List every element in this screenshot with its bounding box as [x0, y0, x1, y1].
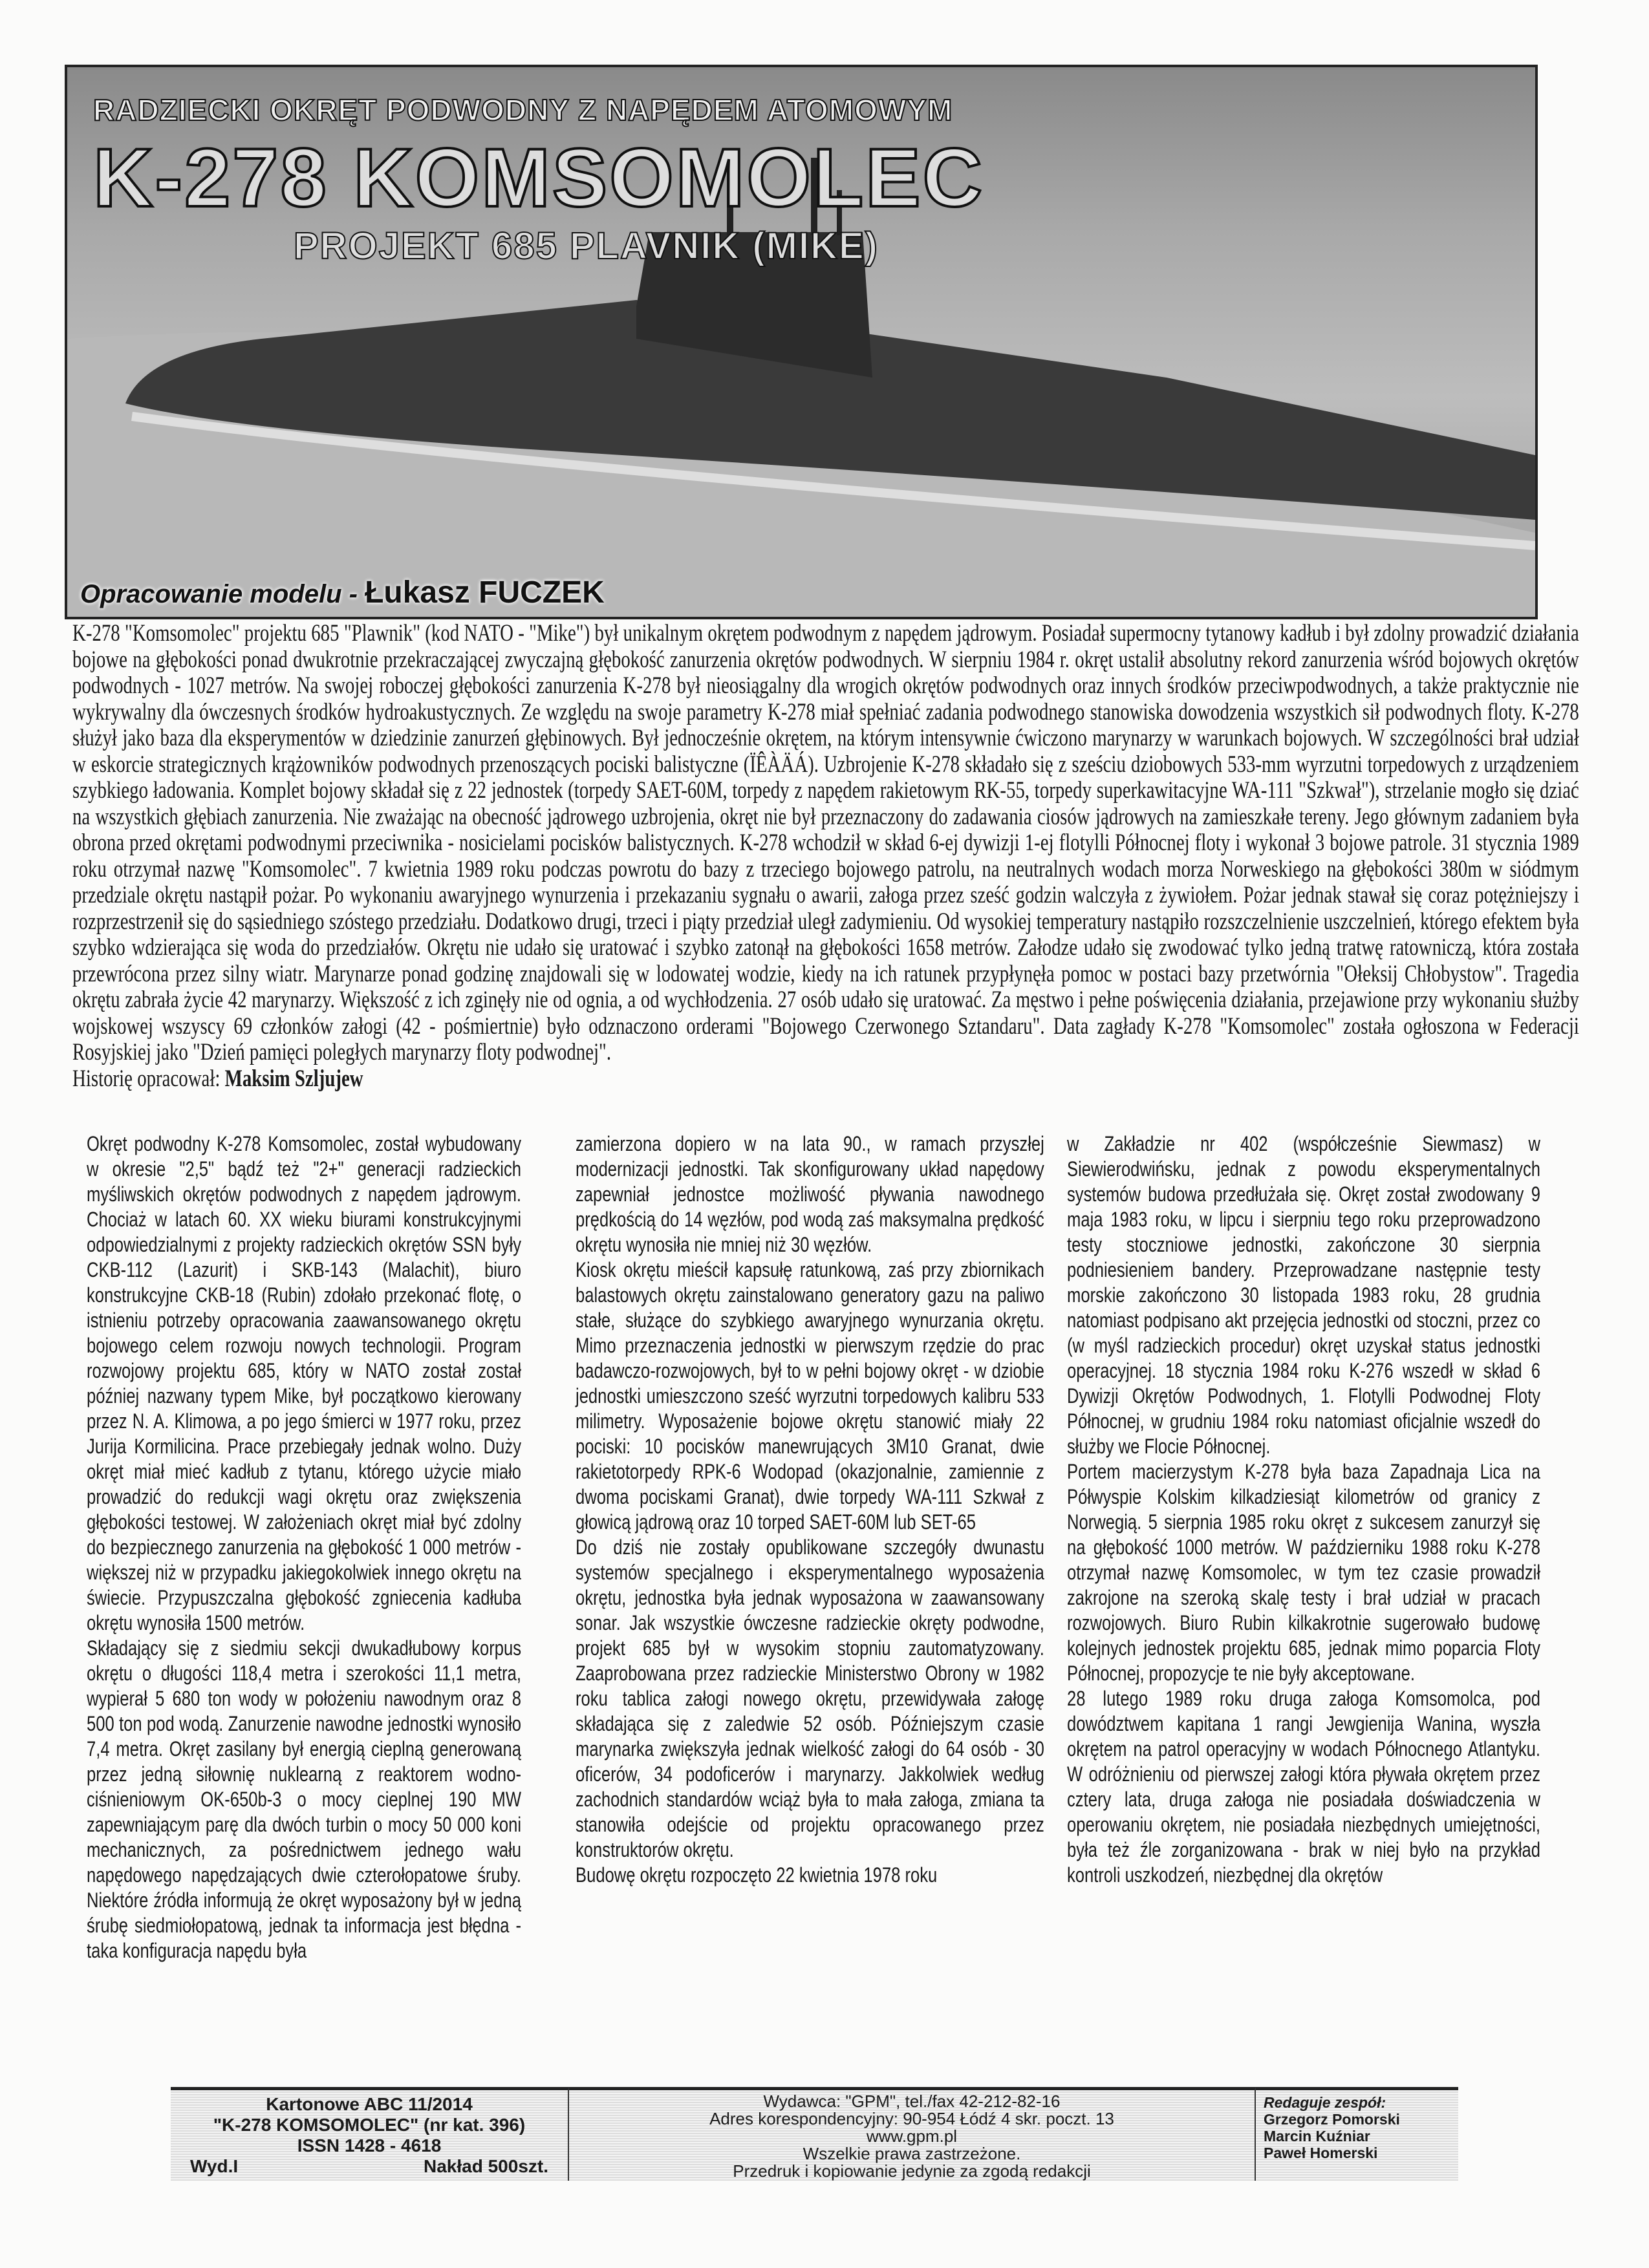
edition: Wyd.I	[190, 2156, 239, 2176]
column-2	[576, 1131, 1044, 1888]
history-credit	[72, 1066, 1579, 1093]
footer-publication-info	[171, 2087, 569, 2181]
page-subtitle: PROJEKT 685 PLAVNIK (MIKE)	[294, 225, 879, 267]
copyright: Wszelkie prawa zastrzeżone.	[803, 2144, 1021, 2163]
column-1	[87, 1131, 521, 1963]
page-title: K-278 KOMSOMOLEC	[93, 132, 984, 224]
paragraph: Okręt podwodny K-278 Komsomolec, został wybudowany w okresie "2,5" bądź też "2+" generacji radzieckich myśliwskich okrętów podwodnych z napędem jądrowym. Chociaż w latach 60. XX wieku biurami konstrukcyjnymi odpowiedzialnymi z projekty radzieckich okrętów SSN były CKB-112 (Lazurit) i SKB-143 (Malachit), biuro konstrukcyjne CKB-18 (Rubin) zdołało przekonać flotę, o istnieniu potrzeby opracowania zaawansowanego okrętu bojowego celem rozwoju nowych technologii. Program rozwojowy projektu 685, który w NATO został został później nazwany typem Mike, był początkowo kierowany przez N. A. Klimowa, a po jego śmierci w 1977 roku, przez Jurija Kormilicina. Prace przebiegały jednak wolno. Duży okręt miał mieć kadłub z tytanu, którego użycie miało prowadzić do redukcji wagi okrętu oraz zwiększenia głębokości testowej. W założeniach okręt miał być zdolny do bezpiecznego zanurzenia na głębokość 1 000 metrów - większej niż w przypadku jakiegokolwiek innego okrętu na świecie. Przypuszczalna głębokość zgniecenia kadłuba okrętu wynosiła 1500 metrów.	[87, 1132, 521, 1634]
submarine-photo	[65, 65, 1538, 619]
column-3	[1067, 1131, 1540, 1888]
website-link[interactable]: www.gpm.pl	[866, 2126, 958, 2146]
header-kicker: RADZIECKI OKRĘT PODWODNY Z NAPĘDEM ATOMOWYM	[93, 93, 953, 127]
credit-label: Opracowanie modelu -	[80, 580, 365, 608]
catalog-title: "K-278 KOMSOMOLEC" (nr kat. 396)	[213, 2115, 526, 2135]
credit-name: Łukasz FUCZEK	[365, 575, 605, 610]
intro-paragraph: K-278 "Komsomolec" projektu 685 "Plawnik" (kod NATO - "Mike") był unikalnym okrętem podwodnym z napędem jądrowym. Posiadał supermocny tytanowy kadłub i był zdolny prowadzić działania bojowe na głębokości ponad dwukrotnie przekraczającej zwyczajną głębokość zanurzenia okrętów podwodnych. W sierpniu 1984 r. okręt ustalił absolutny rekord zanurzenia wśród bojowych okrętów podwodnych - 1027 metrów. Na swojej roboczej głębokości zanurzenia K-278 był nieosiągalny dla wrogich okrętów podwodnych oraz innych środków przeciwpodwodnych, a także praktycznie nie wykrywalny dla ówczesnych środków hydroakustycznych. Ze względu na swoje parametry K-278 miał spełniać zadania podwodnego stanowiska dowodzenia wszystkich sił podwodnych floty. K-278 służył jako baza dla eksperymentów w dziedzinie zanurzeń głębinowych. Był jednocześnie okrętem, na którym intensywnie ćwiczono marynarzy w warunkach bojowych. W szczególności brał udział w eskorcie strategicznych krążowników podwodnych przenoszących pociski balistyczne (ÏÊÀÄÁ). Uzbrojenie K-278 składało się z sześciu dziobowych 533-mm wyrzutni torpedowych z urządzeniem szybkiego ładowania. Komplet bojowy składał się z 22 jednostek (torpedy SAET-60M, torpedy z napędem rakietowym RK-55, torpedy superkawitacyjne WA-111 "Szkwał"), strzelanie mogło się dziać na wszystkich głębiach zanurzenia. Nie zważając na obecność jądrowego uzbrojenia, okręt nie był przeznaczony do zadawania ciosów jądrowych na zamieszkałe tereny. Jego głównym zadaniem była obrona przed okrętami podwodnymi przeciwnika - nosicielami pocisków balistycznych. K-278 wchodził w skład 6-ej dywizji 1-ej flotylli Północnej floty i wykonał 3 bojowe patrole. 31 stycznia 1989 roku otrzymał nazwę "Komsomolec". 7 kwietnia 1989 roku podczas powrotu do bazy z trzeciego bojowego patrolu, na neutralnych wodach morza Norweskiego na głębokości 380m w siódmym przedziale okrętu nastąpił pożar. Po wykonaniu awaryjnego wynurzenia i przekazaniu sygnału o awarii, załoga przez sześć godzin walczyła z żywiołem. Pożar jednak stawał się coraz potężniejszy i rozprzestrzenił się do sąsiedniego szóstego przedziału. Dodatkowo drugi, trzeci i piąty przedział uległ zadymieniu. Od wysokiej temperatury nastąpiło rozszczelnienie uszczelnień, którego efektem była szybko wdzierająca się woda do przedziałów. Okrętu nie udało się uratować i szybko zatonął na głębokości 1658 metrów. Załodze udało się zwodować tylko jedną tratwę ratowniczą, która została przewrócona przez silny wiatr. Marynarze ponad godzinę znajdowali się w lodowatej wodzie, kiedy na ich ratunek przypłynęła pomoc w postaci bazy przetwórnia "Ołeksij Chłobystow". Tragedia okrętu zabrała życie 42 marynarzy. Większość z ich zginęły nie od ognia, a od wychłodzenia. 27 osób udało się uratować. Za męstwo i pełne poświęcenia działania, przejawione przy wykonaniu służby wojskowej wszyscy 69 członków załogi (42 - pośmiertnie) było odznaczono orderami "Bojowego Czerwonego Sztandaru". Data zagłady K-278 "Komsomolec" została ogłoszona w Federacji Rosyjskiej jako "Dzień pamięci poległych marynarzy floty podwodnej".	[72, 620, 1579, 1065]
history-label: Historię opracował:	[72, 1065, 225, 1092]
team-label: Redaguje zespół:	[1264, 2094, 1386, 2111]
paragraph: Składający się z siedmiu sekcji dwukadłubowy korpus okrętu o długości 118,4 metra i szerokości 11,1 metra, wypierał 5 680 ton wody w położeniu nawodnym oraz 8 500 ton pod wodą. Zanurzenie nawodne jednostki wynosiło 7,4 metra. Okręt zasilany był energią cieplną generowaną przez jedną siłownię nuklearną z reaktorem wodno-ciśnieniowym OK-650b-3 o mocy cieplnej 190 MW zapewniającym parę dla dwóch turbin o mocy 50 000 koni mechanicznych, za pośrednictwem jednego wału napędowego napędzających dwie czterołopatowe śruby. Niektóre źródła informują że okręt wyposażony był w jedną śrubę siedmiołopatową, jednak ta informacja jest błędna - taka konfiguracja napędu była	[87, 1636, 521, 1962]
paragraph: w Zakładzie nr 402 (współcześnie Siewmasz) w Siewierodwińsku, jednak z powodu eksperymentalnych systemów budowa przedłużała się. Okręt został zwodowany 9 maja 1983 roku, w lipcu i sierpniu tego roku przeprowadzono testy stoczniowe jednostki, zakończone 30 sierpnia podniesieniem bandery. Przeprowadzane następnie testy morskie zakończono 30 listopada 1983 roku, 28 grudnia natomiast podpisano akt przejęcia jednostki od stoczni, przez co (w myśl radzieckich procedur) okręt uzyskał status jednostki operacyjnej. 18 stycznia 1984 roku K-276 wszedł w skład 6 Dywizji Okrętów Podwodnych, 1. Flotylli Podwodnej Floty Północnej, w grudniu 1984 roku natomiast oficjalnie wszedł do służby we Flocie Północnej.	[1067, 1132, 1540, 1458]
team-member: Marcin Kuźniar	[1264, 2128, 1370, 2145]
model-credit	[80, 575, 605, 610]
print-run: Nakład 500szt.	[424, 2156, 548, 2176]
history-author: Maksim Szljujew	[224, 1065, 363, 1092]
issn: ISSN 1428 - 4618	[297, 2135, 442, 2156]
address: Adres korespondencyjny: 90-954 Łódź 4 skr. poczt. 13	[709, 2109, 1114, 2128]
reprint-notice: Przedruk i kopiowanie jedynie za zgodą redakcji	[733, 2161, 1091, 2181]
intro-section	[72, 621, 1579, 1092]
footer-publisher-info	[569, 2087, 1256, 2181]
team-member: Paweł Homerski	[1264, 2145, 1378, 2161]
paragraph: Do dziś nie zostały opublikowane szczegóły dwunastu systemów specjalnego i eksperymentalnego wyposażenia okrętu, jednostka była jednak wyposażona w zaawansowany sonar. Jak wszystkie ówczesne radzieckie okręty podwodne, projekt 685 był w wysokim stopniu zautomatyzowany. Zaaprobowana przez radzieckie Ministerstwo Obrony w 1982 roku tablica załogi nowego okrętu, przewidywała załogę składająca się z zaledwie 52 osób. Późniejszym czasie marynarka zwiększyła jednak wielkość załogi do 64 osób - 30 oficerów, 34 podoficerów i marynarzy. Jakkolwiek według zachodnich standardów wciąż była to mała załoga, zmiana ta stanowiła odejście od projektu opracowanego przez konstruktorów okrętu.	[576, 1535, 1044, 1861]
publication-series: Kartonowe ABC 11/2014	[266, 2094, 473, 2114]
paragraph: 28 lutego 1989 roku druga załoga Komsomolca, pod dowództwem kapitana 1 rangi Jewgienija Wanina, wyszła okrętem na patrol operacyjny w wodach Północnego Atlantyku. W odróżnieniu od pierwszej załogi która pływała okrętem przez cztery lata, druga załoga nie posiadała doświadczenia w operowaniu okrętem, nie posiadała niezbędnych umiejętności, była też źle zorganizowana - brak w niej było na przykład kontroli uszkodzeń, niezbędnej dla okrętów	[1067, 1687, 1540, 1887]
paragraph: Kiosk okrętu mieścił kapsułę ratunkową, zaś przy zbiornikach balastowych okrętu zainstalowano generatory gazu na paliwo stałe, służące do szybkiego awaryjnego wynurzania okrętu. Mimo przeznaczenia jednostki w pierwszym rzędzie do prac badawczo-rozwojowych, był to w pełni bojowy okręt - w dziobie jednostki umieszczono sześć wyrzutni torpedowych kalibru 533 milimetry. Wyposażenie bojowe okrętu stanowić miały 22 pociski: 10 pocisków manewrujących 3M10 Granat, dwie rakietotorpedy RPK-6 Wodopad (okazjonalnie, zamiennie z dwoma pociskami Granat), dwie torpedy WA-111 Szkwał z głowicą jądrową oraz 10 torped SAET-60M lub SET-65	[576, 1258, 1044, 1534]
footer-editorial-team	[1256, 2087, 1458, 2181]
paragraph: Budowę okrętu rozpoczęto 22 kwietnia 1978 roku	[576, 1863, 938, 1887]
team-member: Grzegorz Pomorski	[1264, 2111, 1400, 2128]
paragraph: Portem macierzystym K-278 była baza Zapadnaja Lica na Półwyspie Kolskim kilkadziesiąt kilometrów od granicy z Norwegią. 5 sierpnia 1985 roku okręt z sukcesem zanurzył się na głębokość 1000 metrów. W październiku 1988 roku K-278 otrzymał nazwę Komsomolec, w tym tez czasie prowadził zakrojone na szeroką skalę testy i brał udział w pracach rozwojowych. Biuro Rubin kilkakrotnie sugerowało budowę kolejnych jednostek projektu 685, jednak mimo poparcia Floty Północnej, propozycje te nie były akceptowane.	[1067, 1460, 1540, 1685]
publisher: Wydawca: "GPM", tel./fax 42-212-82-16	[763, 2091, 1061, 2111]
paragraph: zamierzona dopiero w na lata 90., w ramach przyszłej modernizacji jednostki. Tak skonfigurowany układ napędowy zapewniał jednostce możliwość pływania nawodnego prędkością do 14 węzłów, pod wodą zaś maksymalna prędkość okrętu wynosiła nie mniej niż 30 węzłów.	[576, 1132, 1044, 1256]
